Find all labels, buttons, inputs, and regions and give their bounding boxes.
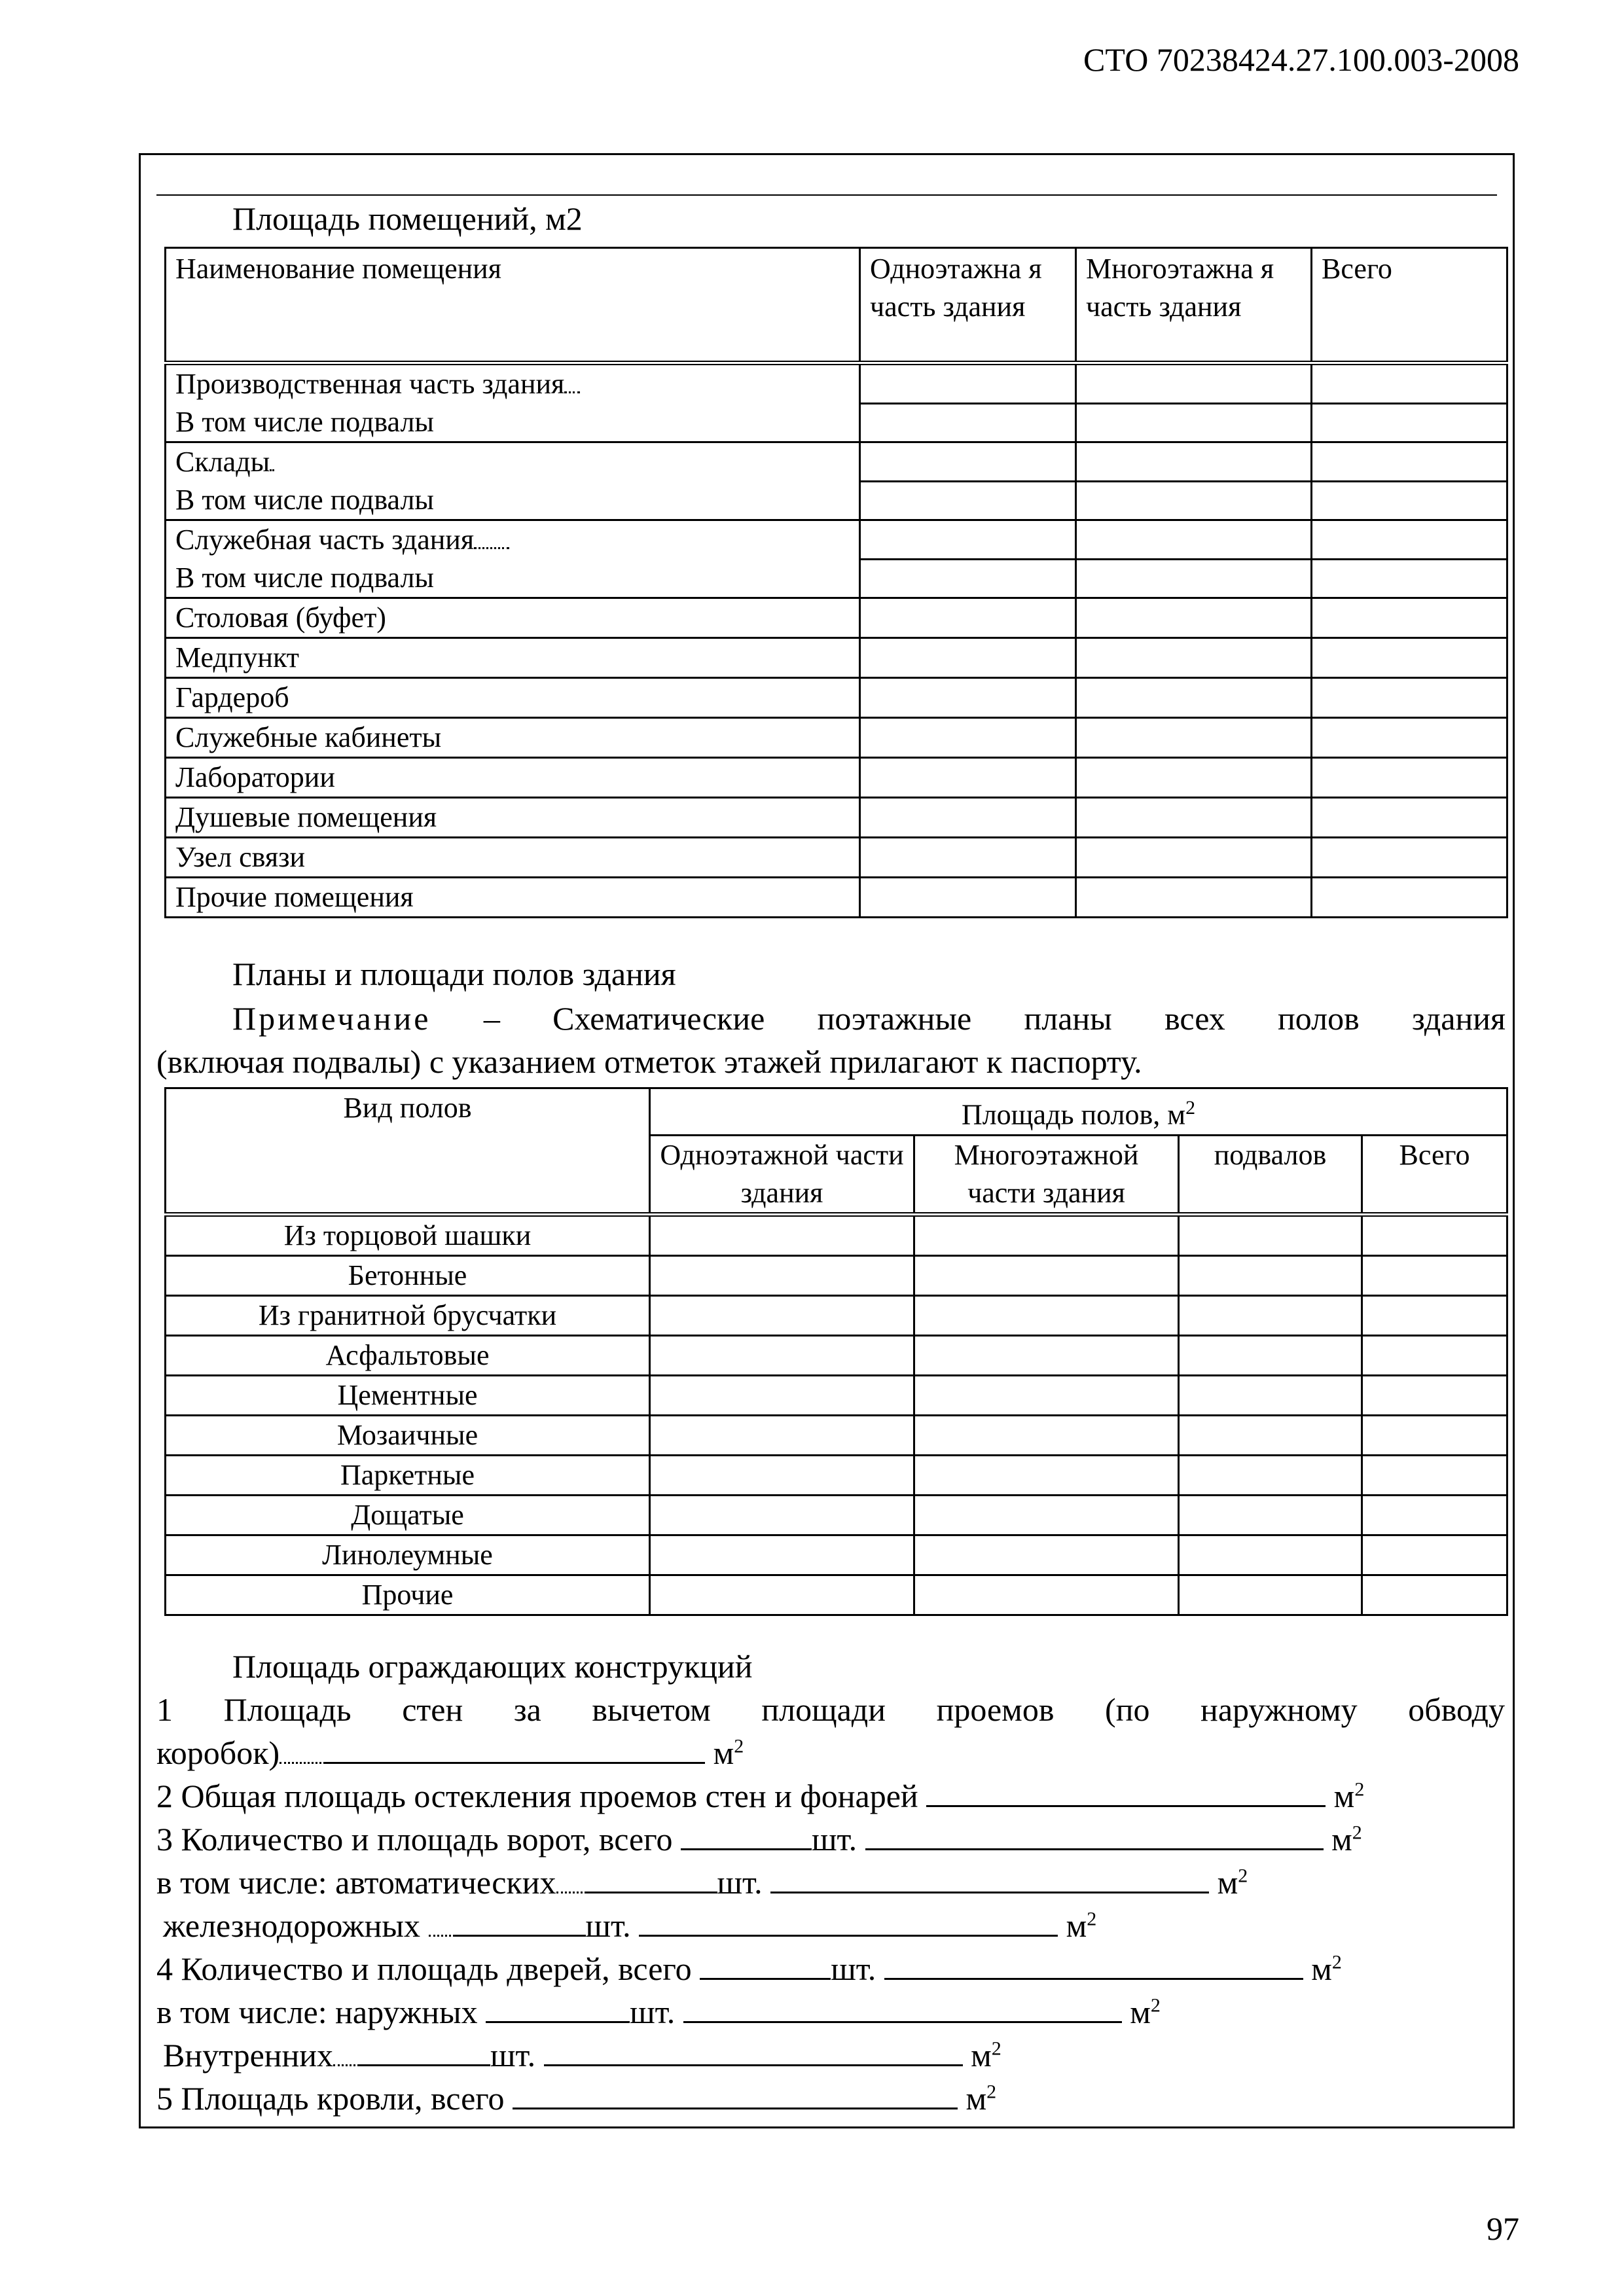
table-row — [166, 1455, 1507, 1495]
input-cell[interactable] — [914, 1255, 1179, 1295]
input-cell[interactable] — [650, 1535, 914, 1575]
input-cell[interactable] — [1312, 442, 1507, 482]
input-cell[interactable] — [860, 878, 1076, 918]
row-label: Лаборатории — [166, 758, 860, 798]
input-cell[interactable] — [1179, 1495, 1362, 1535]
table-header-row — [166, 1088, 1507, 1136]
table-row — [166, 1415, 1507, 1455]
input-cell[interactable] — [650, 1495, 914, 1535]
input-cell[interactable] — [1076, 403, 1312, 442]
input-cell[interactable] — [1362, 1214, 1507, 1255]
input-cell[interactable] — [1179, 1295, 1362, 1335]
input-cell[interactable] — [1076, 520, 1312, 560]
input-cell[interactable] — [860, 481, 1076, 520]
item3: 3 Количество и площадь ворот, всего шт. $м^2$ — [156, 1821, 1362, 1857]
column-header: Одноэтажной части здания — [650, 1135, 914, 1214]
input-cell[interactable] — [914, 1375, 1179, 1415]
input-cell[interactable] — [1179, 1575, 1362, 1615]
dotted-leader — [333, 2064, 359, 2066]
input-cell[interactable] — [860, 403, 1076, 442]
gates-count-field[interactable] — [681, 1848, 812, 1850]
row-label: Линолеумные — [166, 1535, 650, 1575]
input-cell[interactable] — [1312, 559, 1507, 598]
input-cell[interactable] — [1312, 403, 1507, 442]
table-row — [166, 1214, 1507, 1255]
floors-note-line1 — [232, 999, 1506, 1037]
rail-gates-area-field[interactable] — [639, 1935, 1058, 1937]
input-cell[interactable] — [1362, 1495, 1507, 1535]
outer-doors-area-field[interactable] — [683, 2021, 1122, 2023]
row-label: Прочие — [166, 1575, 650, 1615]
table-row — [166, 1495, 1507, 1535]
input-cell[interactable] — [860, 838, 1076, 878]
input-cell[interactable] — [1312, 520, 1507, 560]
note-dash: – — [483, 1000, 500, 1037]
item4b: Внутренних шт. $м^2$ — [163, 2037, 1001, 2073]
gates-area-field[interactable] — [865, 1848, 1324, 1850]
input-cell[interactable] — [860, 798, 1076, 838]
row-label: В том числе подвалы — [166, 481, 860, 520]
row-label: Бетонные — [166, 1255, 650, 1295]
column-header: Одноэтажна я часть здания — [860, 248, 1076, 363]
input-cell[interactable] — [1076, 598, 1312, 638]
input-cell[interactable] — [1362, 1255, 1507, 1295]
input-cell[interactable] — [650, 1214, 914, 1255]
input-cell[interactable] — [1076, 718, 1312, 758]
dotted-leader — [474, 547, 509, 549]
document-code: СТО 70238424.27.100.003-2008 — [1083, 41, 1519, 78]
row-label: Склады — [166, 442, 860, 482]
page-number: 97 — [1487, 2210, 1519, 2247]
input-cell[interactable] — [1179, 1335, 1362, 1375]
table-row — [166, 403, 1507, 442]
input-cell[interactable] — [1362, 1575, 1507, 1615]
input-cell[interactable] — [860, 758, 1076, 798]
input-cell[interactable] — [1179, 1535, 1362, 1575]
input-cell[interactable] — [1312, 638, 1507, 678]
table-row — [166, 363, 1507, 404]
inner-doors-area-field[interactable] — [544, 2064, 963, 2066]
table-row — [166, 838, 1507, 878]
input-cell[interactable] — [1076, 638, 1312, 678]
outer-doors-count-field[interactable] — [486, 2021, 630, 2023]
row-label: Медпункт — [166, 638, 860, 678]
input-cell[interactable] — [914, 1455, 1179, 1495]
floors-note-line2: (включая подвалы) с указанием отметок этажей прилагают к паспорту. — [156, 1043, 1142, 1080]
table-row — [166, 442, 1507, 482]
input-cell[interactable] — [1179, 1255, 1362, 1295]
input-cell[interactable] — [1179, 1415, 1362, 1455]
row-label: В том числе подвалы — [166, 559, 860, 598]
input-cell[interactable] — [650, 1255, 914, 1295]
table-row — [166, 481, 1507, 520]
walls-area-field[interactable] — [325, 1762, 705, 1764]
item1-line1: 1 Площадь стен за вычетом площади проемов (по наружному обводу — [156, 1691, 1505, 1728]
row-label: В том числе подвалы — [166, 403, 860, 442]
input-cell[interactable] — [1312, 363, 1507, 404]
table-row — [166, 1255, 1507, 1295]
input-cell[interactable] — [1362, 1335, 1507, 1375]
dotted-leader — [280, 1762, 325, 1764]
input-cell[interactable] — [860, 363, 1076, 404]
table-row — [166, 718, 1507, 758]
input-cell[interactable] — [1076, 878, 1312, 918]
note-label: Примечание — [232, 1000, 431, 1037]
table-row — [166, 878, 1507, 918]
doors-area-field[interactable] — [884, 1978, 1303, 1980]
input-cell[interactable] — [1076, 678, 1312, 718]
dotted-leader — [564, 391, 580, 393]
row-label: Паркетные — [166, 1455, 650, 1495]
column-header: Многоэтажной части здания — [914, 1135, 1179, 1214]
input-cell[interactable] — [1362, 1535, 1507, 1575]
row-label: Асфальтовые — [166, 1335, 650, 1375]
input-cell[interactable] — [1312, 598, 1507, 638]
input-cell[interactable] — [1312, 678, 1507, 718]
column-header: Многоэтажна я часть здания — [1076, 248, 1312, 363]
table-row — [166, 1535, 1507, 1575]
row-label: Цементные — [166, 1375, 650, 1415]
dotted-leader — [270, 469, 272, 471]
rooms-area-title: Площадь помещений, м2 — [232, 200, 583, 237]
row-label: Из гранитной брусчатки — [166, 1295, 650, 1335]
input-cell[interactable] — [860, 598, 1076, 638]
input-cell[interactable] — [1312, 798, 1507, 838]
table-row — [166, 1375, 1507, 1415]
input-cell[interactable] — [1076, 442, 1312, 482]
item4a: в том числе: наружных шт. $м^2$ — [156, 1994, 1161, 2030]
input-cell[interactable] — [650, 1455, 914, 1495]
row-label: Прочие помещения — [166, 878, 860, 918]
item5: 5 Площадь кровли, всего $м^2$ — [156, 2080, 997, 2117]
input-cell[interactable] — [1076, 481, 1312, 520]
input-cell[interactable] — [650, 1335, 914, 1375]
input-cell[interactable] — [1362, 1415, 1507, 1455]
table-row — [166, 1335, 1507, 1375]
row-label: Душевые помещения — [166, 798, 860, 838]
item3b: железнодорожных шт. $м^2$ — [163, 1907, 1097, 1944]
column-header: Вид полов — [166, 1088, 650, 1215]
input-cell[interactable] — [650, 1575, 914, 1615]
input-cell[interactable] — [1076, 363, 1312, 404]
table-row — [166, 1575, 1507, 1615]
item4: 4 Количество и площадь дверей, всего шт. $м^2$ — [156, 1950, 1342, 1987]
dotted-leader — [429, 1935, 455, 1937]
input-cell[interactable] — [1076, 559, 1312, 598]
input-cell[interactable] — [860, 559, 1076, 598]
input-cell[interactable] — [914, 1415, 1179, 1455]
auto-gates-area-field[interactable] — [770, 1892, 1209, 1893]
row-label: Столовая (буфет) — [166, 598, 860, 638]
item2: 2 Общая площадь остекления проемов стен и фонарей $м^2$ — [156, 1778, 1365, 1814]
row-label: Служебная часть здания — [166, 520, 860, 560]
table-row — [166, 758, 1507, 798]
row-label: Из торцовой шашки — [166, 1214, 650, 1255]
input-cell[interactable] — [914, 1575, 1179, 1615]
inner-doors-count-field[interactable] — [359, 2064, 490, 2066]
row-label: Мозаичные — [166, 1415, 650, 1455]
column-header: Площадь полов, $м^2$ — [650, 1088, 1507, 1136]
row-label: Гардероб — [166, 678, 860, 718]
column-header: Наименование помещения — [166, 248, 860, 363]
glazing-area-field[interactable] — [926, 1805, 1326, 1807]
input-cell[interactable] — [1179, 1375, 1362, 1415]
table-row — [166, 638, 1507, 678]
input-cell[interactable] — [914, 1335, 1179, 1375]
table-row — [166, 520, 1507, 560]
doors-count-field[interactable] — [700, 1978, 831, 1980]
input-cell[interactable] — [1076, 798, 1312, 838]
table-row — [166, 798, 1507, 838]
input-cell[interactable] — [1076, 758, 1312, 798]
input-cell[interactable] — [1179, 1455, 1362, 1495]
input-cell[interactable] — [914, 1214, 1179, 1255]
item3a: в том числе: автоматических шт. $м^2$ — [156, 1864, 1248, 1901]
rooms-area-table — [164, 247, 1508, 918]
input-cell[interactable] — [1362, 1375, 1507, 1415]
input-cell[interactable] — [914, 1295, 1179, 1335]
item1-line2: коробок) $м^2$ — [156, 1734, 744, 1771]
input-cell[interactable] — [914, 1535, 1179, 1575]
input-cell[interactable] — [1312, 718, 1507, 758]
table-row — [166, 678, 1507, 718]
row-label: Дощатые — [166, 1495, 650, 1535]
input-cell[interactable] — [650, 1415, 914, 1455]
input-cell[interactable] — [860, 638, 1076, 678]
input-cell[interactable] — [1312, 878, 1507, 918]
input-cell[interactable] — [1362, 1295, 1507, 1335]
row-label: Служебные кабинеты — [166, 718, 860, 758]
input-cell[interactable] — [650, 1375, 914, 1415]
input-cell[interactable] — [860, 678, 1076, 718]
row-label: Производственная часть здания — [166, 363, 860, 404]
input-cell[interactable] — [860, 442, 1076, 482]
floors-title: Планы и площади полов здания — [232, 956, 676, 992]
table-row — [166, 1295, 1507, 1335]
input-cell[interactable] — [1362, 1455, 1507, 1495]
input-cell[interactable] — [1312, 481, 1507, 520]
input-cell[interactable] — [1312, 758, 1507, 798]
column-header: Всего — [1312, 248, 1507, 363]
column-header: Всего — [1362, 1135, 1507, 1214]
input-cell[interactable] — [1076, 838, 1312, 878]
top-rule — [156, 194, 1497, 196]
rail-gates-count-field[interactable] — [455, 1935, 586, 1937]
input-cell[interactable] — [914, 1495, 1179, 1535]
row-label: Узел связи — [166, 838, 860, 878]
table-row — [166, 598, 1507, 638]
input-cell[interactable] — [860, 520, 1076, 560]
enclosures-title: Площадь ограждающих конструкций — [232, 1648, 753, 1685]
input-cell[interactable] — [1179, 1214, 1362, 1255]
column-header: подвалов — [1179, 1135, 1362, 1214]
dotted-leader — [556, 1892, 586, 1893]
floors-table — [164, 1087, 1508, 1616]
form-frame — [139, 153, 1515, 2128]
input-cell[interactable] — [860, 718, 1076, 758]
roof-area-field[interactable] — [513, 2108, 958, 2109]
table-header-row — [166, 248, 1507, 363]
auto-gates-count-field[interactable] — [586, 1892, 717, 1893]
note-text: Схематические поэтажные планы всех полов здания — [552, 1000, 1506, 1037]
table-row — [166, 559, 1507, 598]
input-cell[interactable] — [650, 1295, 914, 1335]
input-cell[interactable] — [1312, 838, 1507, 878]
